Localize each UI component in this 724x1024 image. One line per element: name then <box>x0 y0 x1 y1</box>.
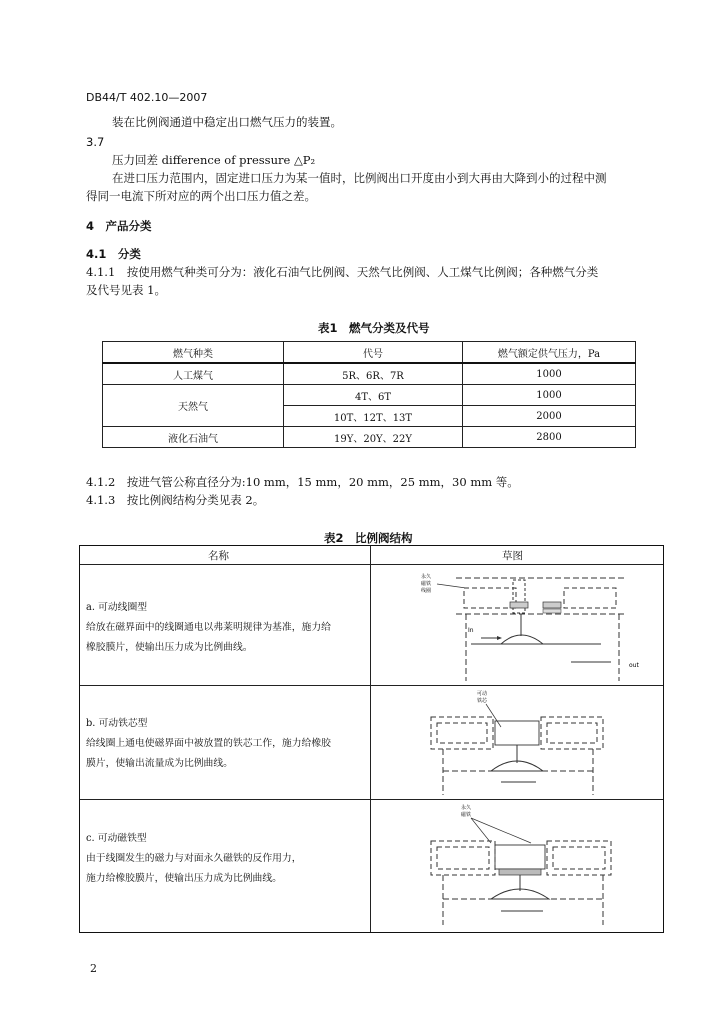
table2-caption: 表2 比例阀结构 <box>324 531 413 545</box>
table2-divider <box>80 685 663 686</box>
table2-header-cell: 名称 <box>208 550 229 562</box>
table-cell: 2800 <box>463 427 636 448</box>
row-b-desc1: 给线圈上通电使磁界面中被放置的铁芯工作，施力给橡胶 <box>86 738 331 749</box>
diagram-label: 可动 <box>477 691 488 697</box>
page-number: 2 <box>90 962 97 975</box>
row-a-desc2: 橡胶膜片，使输出压力成为比例曲线。 <box>86 642 253 653</box>
table-cell: 液化石油气 <box>103 427 284 448</box>
table1-header-cell: 代号 <box>284 342 463 364</box>
row-a-desc1: 给放在磁界面中的线圈通电以弗莱明规律为基准，施力给 <box>86 622 331 633</box>
table2-divider <box>80 799 663 800</box>
sec-4-1-1-line1: 4.1.1 按使用燃气种类可分为：液化石油气比例阀、天然气比例阀、人工煤气比例阀；各种燃气分类 <box>86 265 599 279</box>
diagram-label: 永久 <box>421 574 432 580</box>
table-cell: 人工煤气 <box>103 363 284 385</box>
diagram-label: 磁铁 <box>421 581 432 587</box>
row-b-title: b. 可动铁芯型 <box>86 718 148 729</box>
sec-4-1-heading: 4.1 分类 <box>86 247 141 261</box>
table1-header-cell: 燃气额定供气压力，Pa <box>463 342 636 364</box>
table-cell: 4T、6T <box>284 385 463 406</box>
row-b-desc2: 膜片，使输出流量成为比例曲线。 <box>86 758 233 769</box>
sec-3-7-line2: 得同一电流下所对应的两个出口压力值之差。 <box>86 189 316 203</box>
table-row <box>103 427 636 448</box>
sec-3-7-line1: 在进口压力范围内，固定进口压力为某一值时，比例阀出口开度由小到大再由大降到小的过程中测 <box>112 171 607 185</box>
row-c-desc2: 施力给橡胶膜片，使输出压力成为比例曲线。 <box>86 873 282 884</box>
table-cell: 2000 <box>463 406 636 427</box>
diagram-label: out <box>629 662 639 669</box>
table-cell: 1000 <box>463 385 636 406</box>
moving-core-diagram <box>371 687 661 797</box>
table-cell: 19Y、20Y、22Y <box>284 427 463 448</box>
para-3-6-cont: 装在比例阀通道中稳定出口燃气压力的装置。 <box>112 115 342 129</box>
table-cell: 1000 <box>463 363 636 385</box>
row-a-title: a. 可动线圈型 <box>86 602 148 613</box>
table-row <box>103 385 636 406</box>
table1-header-cell: 燃气种类 <box>103 342 284 364</box>
sec-4-1-2: 4.1.2 按进气管公称直径分为:10 mm，15 mm，20 mm，25 mm，30 mm 等。 <box>86 475 519 489</box>
diagram-label: 磁铁 <box>461 812 472 818</box>
table2 <box>79 545 664 933</box>
sec-4-1-1-line2: 及代号见表 1。 <box>86 283 166 297</box>
row-c-desc1: 由于线圈发生的磁力与对面永久磁铁的反作用力， <box>86 853 302 864</box>
table-cell: 10T、12T、13T <box>284 406 463 427</box>
doc-header: DB44/T 402.10—2007 <box>86 91 208 104</box>
moving-magnet-diagram <box>371 801 661 929</box>
sec-3-7-title: 压力回差 difference of pressure △P₂ <box>112 153 316 167</box>
diagram-label: 永久 <box>461 805 472 811</box>
table1-header-row <box>103 342 636 364</box>
table-cell: 天然气 <box>103 385 284 427</box>
table2-divider <box>80 564 663 565</box>
sec-3-7-num: 3.7 <box>86 135 105 149</box>
diagram-label: In <box>468 627 474 634</box>
sec-4-1-3: 4.1.3 按比例阀结构分类见表 2。 <box>86 493 265 507</box>
table2-header-cell: 草图 <box>502 550 523 562</box>
diagram-label: 铁芯 <box>477 698 488 704</box>
diagram-label: 线圈 <box>421 588 432 594</box>
table-cell: 5R、6R、7R <box>284 363 463 385</box>
table-row <box>103 363 636 385</box>
moving-coil-diagram <box>371 566 661 684</box>
row-c-title: c. 可动磁铁型 <box>86 833 147 844</box>
sec-4-heading: 4 产品分类 <box>86 219 152 233</box>
table1-caption: 表1 燃气分类及代号 <box>318 321 430 335</box>
table1 <box>102 341 636 448</box>
